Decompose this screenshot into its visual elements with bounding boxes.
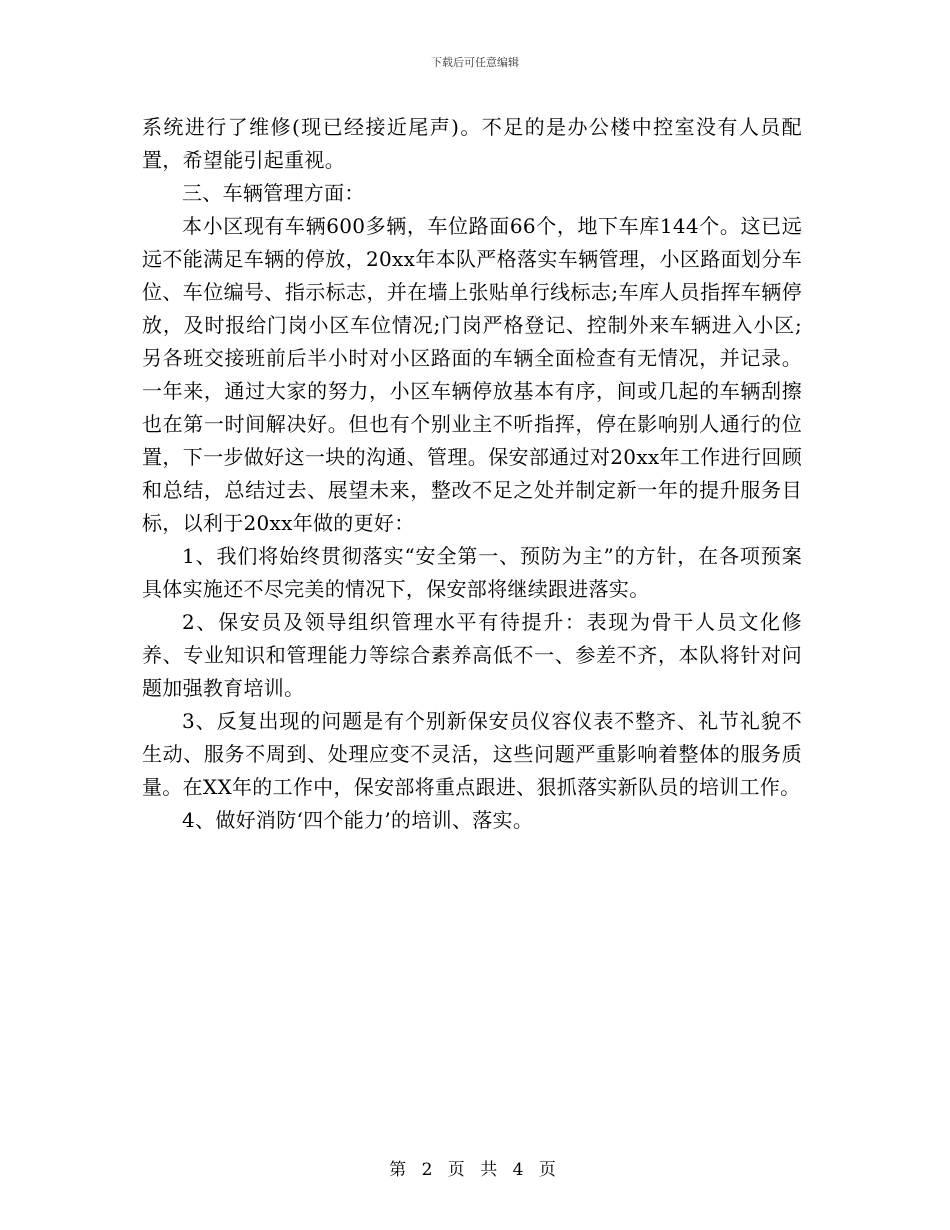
paragraph-vehicle-management: 本小区现有车辆600多辆，车位路面66个，地下车库144个。这已远远不能满足车辆的停放，20xx年本队严格落实车辆管理，小区路面划分车位、车位编号、指示标志，并在墙上张贴单行线标志;车库人员指挥车辆停放，及时报给门岗小区车位情况;门岗严格登记、控制外来车辆进入小区;另各班交接班前后半小时对小区路面的车辆全面检查有无情况，并记录。一年来，通过大家的努力，小区车辆停放基本有序，间或几起的车辆刮擦也在第一时间解决好。但也有个别业主不听指挥，停在影响别人通行的位置，下一步做好这一块的沟通、管理。保安部通过对20xx年工作进行回顾和总结，总结过去、展望未来，整改不足之处并制定新一年的提升服务目标，以利于20xx年做的更好： [142,214,802,535]
paragraph-continuation: 系统进行了维修(现已经接近尾声)。不足的是办公楼中控室没有人员配置，希望能引起重视。 [142,115,802,172]
page-header: 下载后可任意编辑 [431,56,519,69]
list-item-1: 1、我们将始终贯彻落实“安全第一、预防为主”的方针，在各项预案具体实施还不尽完美的情况下，保安部将继续跟进落实。 [142,544,802,601]
document-body [142,111,802,837]
list-item-3: 3、反复出现的问题是有个别新保安员仪容仪表不整齐、礼节礼貌不生动、服务不周到、处理应变不灵活，这些问题严重影响着整体的服务质量。在XX年的工作中，保安部将重点跟进、狠抓落实新队员的培训工作。 [142,709,802,799]
page-number-footer: 第 2 页 共 4 页 [389,1160,561,1180]
list-item-4: 4、做好消防‘四个能力’的培训、落实。 [182,808,534,832]
list-item-2: 2、保安员及领导组织管理水平有待提升：表现为骨干人员文化修养、专业知识和管理能力等综合素养高低不一、参差不齐，本队将针对问题加强教育培训。 [142,610,802,700]
section-heading-vehicle-management: 三、车辆管理方面： [182,181,365,205]
